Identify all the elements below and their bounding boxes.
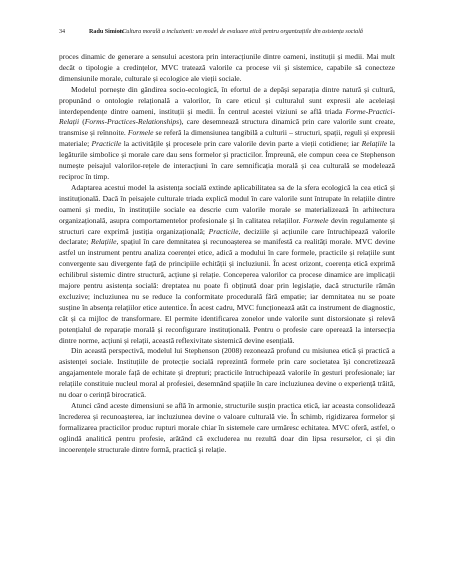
text-run: ( (79, 117, 85, 127)
text-run: ), care desemnează structura dinamică prin care valorile sunt create, transmise și reînnoite. (59, 117, 396, 138)
text-run: proces dinamic de generare a sensului acestora prin interacțiunile dintre oameni, instituții și medii. Mai mult decât o tipologie a credințelor, MVC tratează valorile ca procese vii și sistemice, capabile să conecteze dimensiunile morale, culturale și ecologice ale vieții sociale. (59, 52, 395, 83)
text-run: se referă la dimensiunea tangibilă a culturii – structuri, spații, reguli și expresii materiale; (59, 128, 396, 149)
text-run: , deciziile și acțiunile care întruchipează valorile declarate; (59, 226, 395, 247)
book-page (59, 28, 395, 456)
paragraph (59, 401, 395, 456)
paragraph (59, 85, 395, 183)
text-run: devin regulamente și structuri care exprimă justiția organizațională; (59, 215, 395, 236)
italic-term: Practicile (91, 139, 122, 149)
text-run: Modelul pornește din gândirea socio-ecologică, în efortul de a depăși separația dintre natură și cultură, propunând o ontologie relațională a valorilor, în care eticul și culturalul sunt expresii ale aceleiași interdependențe dintre oameni, instituții și medii. În centrul acestei viziuni se află triada (59, 84, 395, 116)
page-number: 34 (59, 29, 66, 35)
text-run: Din această perspectivă, modelul lui Stephenson (2008) rezonează profund cu misiunea etică și practică a asistenței sociale. Instituțiile de protecție socială reprezintă formele prin care societatea își concretizează angajamentele morale față de echitate și drepturi; practicile întruchipează valorile în gesturi profesionale; iar relațiile constituie nucleul moral al profesiei, desemnând spațiile în care incluziunea devine o experiență trăită, nu doar o cerință birocratică. (59, 346, 395, 400)
italic-term: Forms-Practices-Relationships (84, 117, 180, 127)
italic-term: Relațiile (361, 139, 388, 149)
italic-term: Practicile (208, 226, 239, 236)
body-text (59, 52, 395, 456)
author-name: Radu Simion (89, 29, 124, 35)
paragraph (59, 52, 395, 85)
paragraph (59, 346, 395, 401)
paragraph (59, 183, 395, 347)
text-run: Atunci când aceste dimensiuni se află în armonie, structurile susțin practica etică, iar aceasta consolidează încrederea și recunoașterea, iar incluziunea devine o valoare culturală vie. În schimb, rigidizarea formelor și formalizarea practicilor produc rupturi morale chiar în sistemele care urmăresc echitatea. MVC oferă, astfel, o oglindă analitică pentru profesie, arătând că excluderea nu rezultă doar din lipsa resurselor, ci și din incoerențele structurale dintre formă, practică și relație. (59, 401, 395, 454)
chapter-title: / Cultura morală a incluziunii: un model de evaluare etică pentru organizațiile din asistența socială (119, 29, 363, 35)
text-run: , spațiul în care demnitatea și recunoașterea se manifestă ca realități morale. MVC devine astfel un instrument pentru analiza coerenței etice, adică a modului în care formele, practicile și relațiile sunt convergente sau divergente față de principiile echității și incluziunii. În acest orizont, coerența etică exprimă echilibrul sistemic dintre structură, acțiune și relație. Conceperea valorilor ca procese dinamice are implicații majore pentru asistența socială: dreptatea nu poate fi obținută doar prin legislație, dacă structurile rămân excluzive; incluziunea nu se reduce la conformitate procedurală fără empatie; iar demnitatea nu se poate susține în absența relațiilor etice autentice. În acest cadru, MVC funcționează atât ca instrument de diagnostic, cât și ca mijloc de transformare. El permite identificarea zonelor unde valorile sunt distorsionate și relevă potențialul de reparație morală și reconfigurare instituțională. Pentru o profesie care operează la intersecția dintre norme, acțiuni și relații, această reflexivitate sistemică devine esențială. (59, 237, 396, 345)
italic-term: Formele (127, 128, 154, 138)
text-run: la legăturile simbolice și morale care dau sens formelor și practicilor. Împreună, ele compun ceea ce Stephenson numește peisajul valorilor-rețele de interacțiuni în care semnificația morală și cea culturală se modelează reciproc în timp. (59, 139, 395, 181)
italic-term: Forme-Practici-Relații (59, 106, 395, 127)
running-header (59, 28, 395, 52)
text-run: la activitățile și procesele prin care valorile devin parte a vieții cotidiene; iar (121, 139, 362, 149)
italic-term: Formele (302, 215, 329, 225)
text-run: Adaptarea acestui model la asistența socială extinde aplicabilitatea sa de la sfera ecologică la cea etică și instituțională. Dacă în peisajele culturale triada explică modul în care valorile sunt întrupate în relațiile dintre oameni și mediu, în instituțiile sociale ea descrie cum valorile morale se materializează în arhitectura organizațională, asupra comportamentelor profesionale și în calitatea relațiilor. (59, 182, 395, 225)
italic-term: Relațiile (90, 237, 117, 247)
